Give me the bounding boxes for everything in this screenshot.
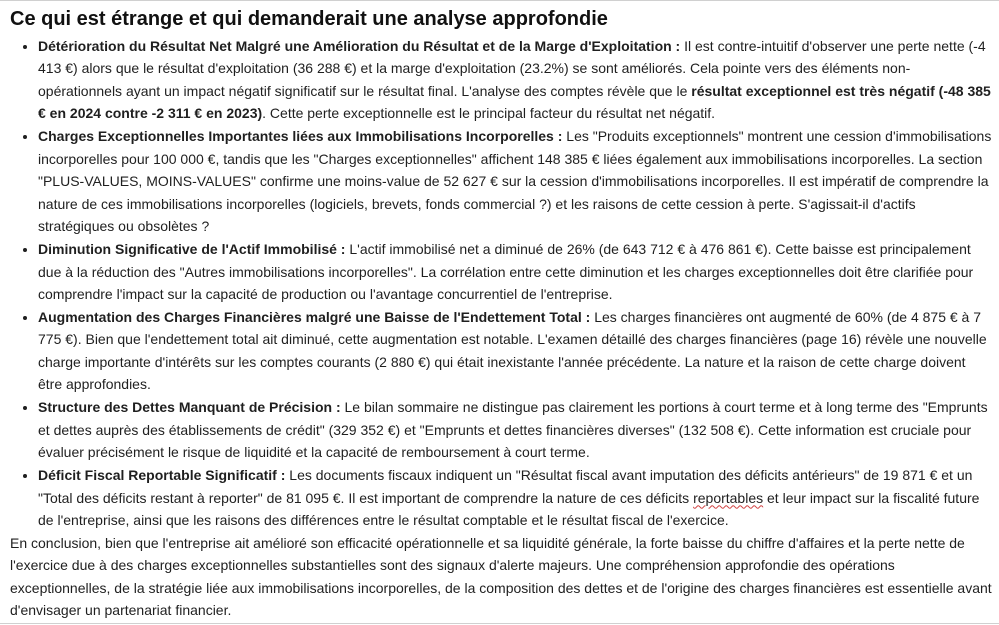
findings-list (10, 35, 992, 531)
finding-text: Les charges financières ont augmenté de 60% (de 4 875 € à 7 775 €). Bien que l'endettement total ait diminué, cette augmentation est notable. L'examen détaillé des charges financières (page 16) révèle une nouvelle charge importante d'intérêts sur les comptes courants (2 880 €) qui était inexistante l'année précédente. La nature et la raison de cette charge doivent être approfondies. (38, 308, 987, 393)
finding-text: Il est contre-intuitif d'observer une perte nette (-4 413 €) alors que le résultat d'exploitation (36 288 €) et la marge d'exploitation (23.2%) se sont améliorés. Cela pointe vers des éléments non-opérationnels ayant un impact négatif significatif sur le résultat final. L'analyse des comptes révèle que le (38, 38, 986, 99)
conclusion-paragraph: En conclusion, bien que l'entreprise ait amélioré son efficacité opérationnelle et sa liquidité générale, la forte baisse du chiffre d'affaires et la perte nette de l'exercice due à des charges exceptionnelles substantielles sont des signaux d'alerte majeurs. Une compréhension approfondie des opérations exceptionnelles, de la stratégie liée aux immobilisations incorporelles, de la composition des dettes et de l'origine des charges financières est essentielle avant d'envisager un partenariat financier. (10, 534, 992, 619)
finding-emphasis: résultat exceptionnel est très négatif (-48 385 € en 2024 contre -2 311 € en 2023) (38, 82, 991, 122)
finding-text: Les documents fiscaux indiquent un "Résultat fiscal avant imputation des déficits antérieurs" de 19 871 € et un "Total des déficits restant à reporter" de 81 095 €. Il est important de comprendre la nature de ces déficits (38, 467, 973, 506)
section-heading: Ce qui est étrange et qui demanderait une analyse approfondie (10, 8, 608, 30)
finding-text: . Cette perte exceptionnelle est le principal facteur du résultat net négatif. (262, 105, 716, 122)
finding-item-actif-immobilise (38, 238, 992, 305)
finding-title: Structure des Dettes Manquant de Précision : (38, 399, 341, 416)
finding-text: Le bilan sommaire ne distingue pas clairement les portions à court terme et à long terme des "Emprunts et dettes auprès des établissements de crédit" (329 352 €) et "Emprunts et dettes financières diverses" (132 508 €). Cette information est cruciale pour évaluer précisément le risque de liquidité et la capacité de remboursement à court terme. (38, 399, 988, 461)
bottom-divider (0, 623, 999, 624)
finding-title: Augmentation des Charges Financières malgré une Baisse de l'Endettement Total : (38, 308, 591, 325)
finding-title: Diminution Significative de l'Actif Immobilisé : (38, 241, 346, 258)
finding-item-charges-exceptionnelles (38, 125, 992, 237)
finding-item-deficit-fiscal (38, 464, 992, 531)
analysis-section (10, 6, 992, 622)
finding-text: Les "Produits exceptionnels" montrent une cession d'immobilisations incorporelles pour 100 000 €, tandis que les "Charges exceptionnelles" affichent 148 385 € liées également aux immobilisations incorporelles. La section "PLUS-VALUES, MOINS-VALUES" confirme une moins-value de 52 627 € sur la cession d'immobilisations incorporelles. Il est impératif de comprendre la nature de ces immobilisations incorporelles (logiciels, brevets, fonds commercial ?) et les raisons de cette cession à perte. S'agissait-il d'actifs stratégiques ou obsolètes ? (38, 128, 992, 235)
finding-item-resultat-net (38, 35, 992, 125)
finding-title: Charges Exceptionnelles Importantes liées aux Immobilisations Incorporelles : (38, 128, 563, 145)
finding-item-structure-dettes (38, 396, 992, 463)
finding-title: Détérioration du Résultat Net Malgré une Amélioration du Résultat et de la Marge d'Exploitation : (38, 38, 681, 54)
finding-item-charges-financieres (38, 306, 992, 396)
finding-title: Déficit Fiscal Reportable Significatif : (38, 467, 286, 484)
finding-text: L'actif immobilisé net a diminué de 26% (de 643 712 € à 476 861 €). Cette baisse est principalement due à la réduction des "Autres immobilisations incorporelles". La corrélation entre cette diminution et les charges exceptionnelles doit être clarifiée pour comprendre l'impact sur la capacité de production ou l'avantage concurrentiel de l'entreprise. (38, 241, 974, 302)
spellcheck-underlined-word[interactable]: reportables (693, 489, 764, 506)
finding-text: et leur impact sur la fiscalité future de l'entreprise, ainsi que les raisons des différences entre le résultat comptable et le résultat fiscal de l'exercice. (38, 489, 980, 529)
top-divider (0, 0, 999, 1)
